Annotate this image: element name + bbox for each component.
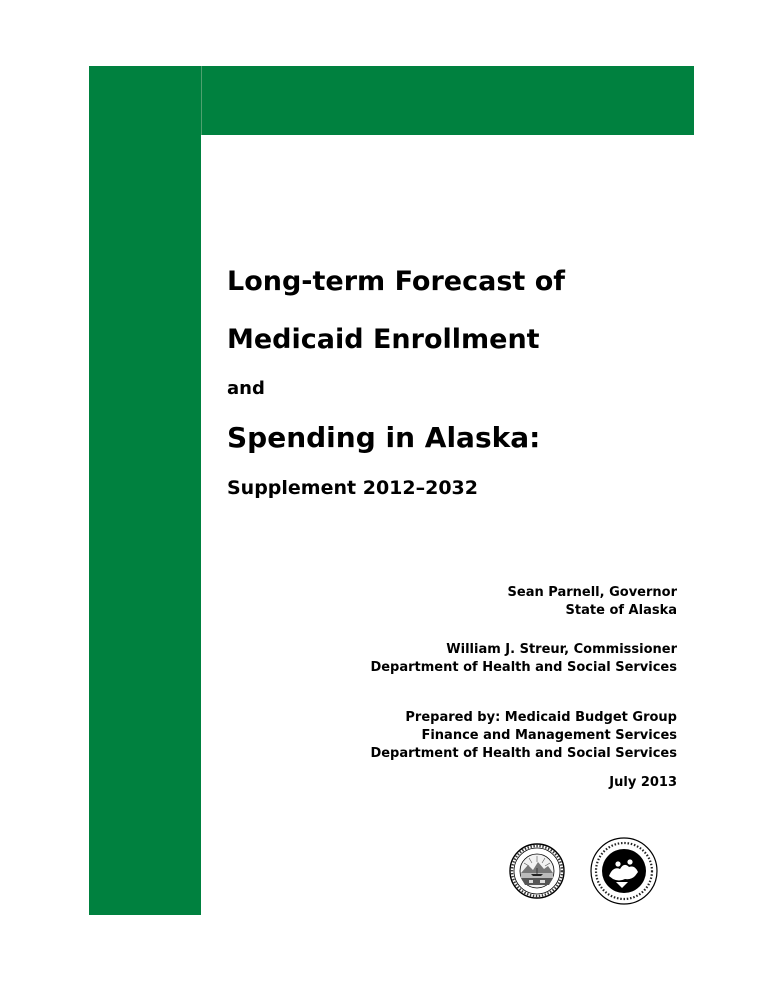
green-vertical-bar xyxy=(89,66,201,915)
date-text: July 2013 xyxy=(609,775,677,790)
dhss-state-of-alaska-logo-icon xyxy=(589,836,659,906)
commissioner-credit xyxy=(370,641,677,677)
prepared-by: Prepared by: Medicaid Budget Group xyxy=(405,710,677,725)
publication-date xyxy=(609,774,677,792)
governor-name: Sean Parnell, Governor xyxy=(507,585,677,600)
title-line-2: Medicaid Enrollment xyxy=(227,324,540,355)
dhss-logo-graphic xyxy=(589,836,659,906)
cover-title-block xyxy=(227,258,687,504)
green-horizontal-bar xyxy=(201,66,694,135)
prepared-unit: Finance and Management Services xyxy=(421,728,677,743)
governor-credit xyxy=(508,584,677,620)
title-line-3: Spending in Alaska: xyxy=(227,421,541,454)
prepared-department: Department of Health and Social Services xyxy=(370,746,677,761)
commissioner-name: William J. Streur, Commissioner xyxy=(446,642,677,657)
commissioner-department: Department of Health and Social Services xyxy=(370,660,677,675)
state-seal-graphic xyxy=(509,843,565,899)
green-bar-divider xyxy=(201,66,202,135)
governor-state: State of Alaska xyxy=(565,603,677,618)
prepared-by-credit xyxy=(370,709,677,763)
alaska-state-seal-icon xyxy=(509,843,565,899)
cover-subtitle: Supplement 2012–2032 xyxy=(227,477,478,499)
title-connector: and xyxy=(227,378,265,399)
title-line-1: Long-term Forecast of xyxy=(227,266,566,297)
